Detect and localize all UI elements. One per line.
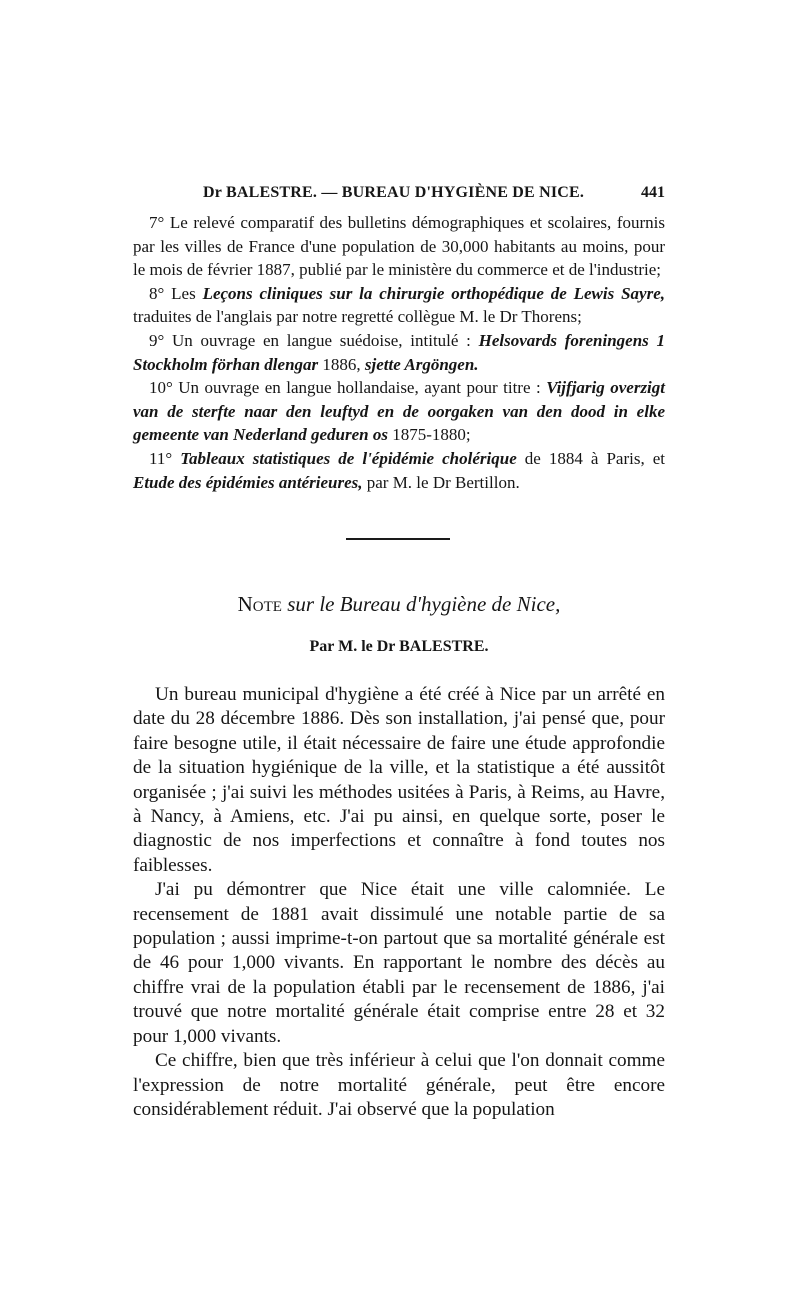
list-item: 9° Un ouvrage en langue suédoise, intitulé : Helsovards foreningens 1 Stockholm förhan dlengar 1886, sjette Argöngen.: [133, 330, 665, 374]
running-head: [133, 184, 665, 210]
list-item: 11° Tableaux statistiques de l'épidémie cholérique de 1884 à Paris, et Etude des épidémies antérieures, par M. le Dr Bertillon.: [133, 448, 666, 492]
section-divider: [346, 538, 450, 540]
list-item: 10° Un ouvrage en langue hollandaise, ayant pour titre : Vijfjarig overzigt van de sterfte naar den leuftyd en de oorgaken van den dood in elke gemeente van Nederland geduren os 1875-1880;: [133, 378, 666, 445]
list-item: 7° Le relevé comparatif des bulletins démographiques et scolaires, fournis par les villes de France d'une population de 30,000 habitants au moins, pour le mois de février 1887, publié par le ministère du commerce et de l'industrie;: [133, 213, 665, 280]
paragraph: Un bureau municipal d'hygiène a été créé à Nice par un arrêté en date du 28 décembre 1886. Dès son installation, j'ai pensé que, pour faire besogne utile, il était nécessaire de faire une étude approfondie de la situation hygiénique de la ville, et la statistique a été aussitôt organisée ; j'ai suivi les méthodes usitées à Paris, à Reims, au Havre, à Nancy, à Amiens, etc. J'ai pu ainsi, en quelque sorte, poser le diagnostic de nos imperfections et connaître à fond toutes nos faiblesses.: [133, 684, 665, 876]
paragraph: J'ai pu démontrer que Nice était une ville calomniée. Le recensement de 1881 avait dissimulé une notable partie de sa population ; aussi imprime-t-on partout que sa mortalité générale est de 46 pour 1,000 vivants. En rapportant le nombre des décès au chiffre vrai de la population établi par le recensement de 1886, j'ai trouvé que notre mortalité générale était comprise entre 28 et 32 pour 1,000 vivants.: [133, 879, 665, 1047]
note-title: Note sur le Bureau d'hygiène de Nice,: [237, 592, 561, 616]
page-number: 441: [641, 184, 665, 201]
running-title: Dr BALESTRE. — BUREAU D'HYGIÈNE DE NICE.: [203, 184, 585, 201]
article-body: [133, 683, 665, 1122]
list-item: 8° Les Leçons cliniques sur la chirurgie orthopédique de Lewis Sayre, traduites de l'anglais par notre regretté collègue M. le Dr Thorens;: [133, 283, 666, 327]
author-byline: Par M. le Dr BALESTRE.: [309, 638, 489, 655]
publication-list: [133, 211, 665, 494]
paragraph: Ce chiffre, bien que très inférieur à celui que l'on donnait comme l'expression de notre mortalité générale, peut être encore considérablement réduit. J'ai observé que la population: [133, 1050, 665, 1120]
